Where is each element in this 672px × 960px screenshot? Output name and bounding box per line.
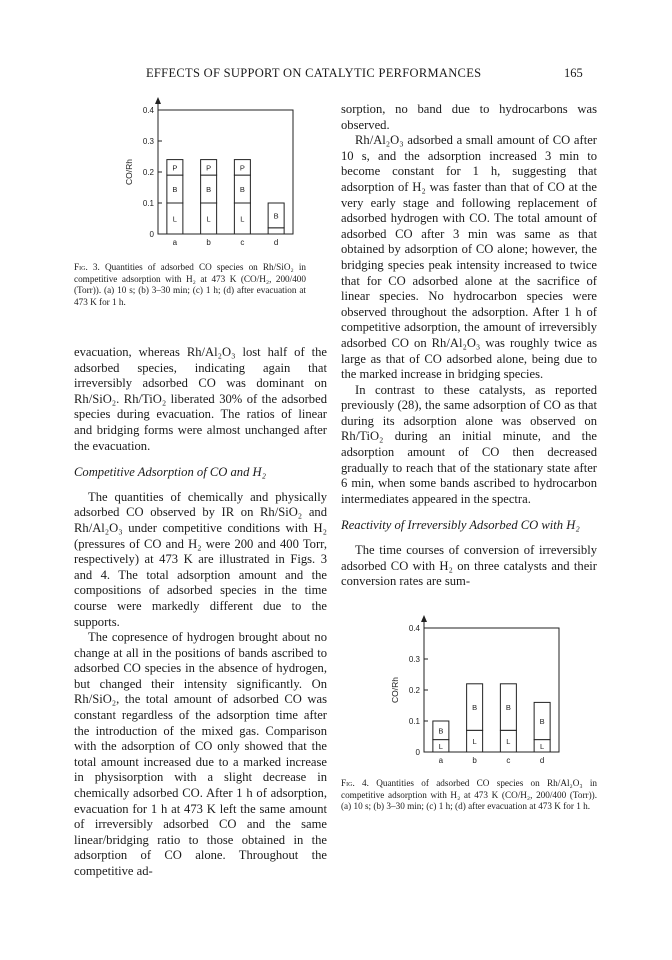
left-paragraph-2: The quantities of chemically and physically adsorbed CO observed by IR on Rh/SiO₂ and Rh/Al₂O₃ under competitive conditions with H₂ (pressures of CO and H₂ were 200 and 400 Torr, respectively) at 473 K are illustrated in Figs. 3 and 4. The total adsorption amount and the compositions of adsorbed species in the time course were markedly different due to the supports.	[74, 489, 327, 629]
fig3-bar-label: L	[172, 214, 177, 224]
page-number: 165	[564, 66, 583, 80]
fig3-bar-label: B	[239, 185, 245, 195]
fig3-y-tick-label: 0.1	[142, 199, 154, 208]
running-title: EFFECTS OF SUPPORT ON CATALYTIC PERFORMANCES	[146, 66, 482, 80]
fig4-y-axis-arrow-head	[421, 615, 427, 622]
fig4-bar-label: L	[506, 737, 511, 747]
fig4-x-tick-label: d	[539, 756, 545, 765]
section-heading-competitive-adsorption: Competitive Adsorption of CO and H₂	[74, 465, 266, 480]
figure-4	[376, 610, 576, 770]
fig3-y-tick-label: 0.4	[142, 106, 154, 115]
fig3-bar-label: P	[239, 163, 245, 173]
fig4-bar-label: B	[472, 703, 478, 713]
left-paragraph-3: The copresence of hydrogen brought about no change at all in the positions of bands ascribed to adsorbed CO species in the absence of hydrogen, but changed their intensity significantly. On Rh/SiO₂, the total amount of adsorbed CO was constant regardless of the adsorption time after the introduction of the mixed gas. Comparison with the adsorption of CO only showed that the total amount increased due to a marked increase in physisorption with a slight decrease in chemically adsorbed CO. After 1 h of adsorption, evacuation for 1 h at 473 K left the same amount of irreversibly adsorbed CO and the same linear/bridging ratio to those obtained in the adsorption of CO alone. Throughout the competitive ad-	[74, 630, 327, 878]
figure-4-chart	[376, 610, 576, 770]
figure-4-caption-label: Fig. 4.	[341, 778, 369, 788]
figure-3-caption	[74, 262, 306, 308]
fig3-y-tick-label: 0.2	[142, 168, 154, 177]
figure-3-caption-text: Quantities of adsorbed CO species on Rh/SiO₂ in competitive adsorption with H₂ at 473 K (CO/H₂, 200/400 (Torr)). (a) 10 s; (b) 3–30 min; (c) 1 h; (d) after evacuation at 473 K for 1 h.	[74, 262, 306, 307]
fig4-bar-label: B	[539, 717, 545, 726]
fig3-bar-label: B	[172, 185, 178, 195]
fig3-x-tick-label: b	[206, 238, 211, 247]
fig4-y-tick-label: 0	[415, 748, 420, 757]
fig3-x-tick-label: d	[273, 238, 279, 247]
fig4-y-tick-label: 0.2	[408, 686, 420, 695]
fig4-x-tick-label: a	[438, 756, 444, 765]
figure-4-caption-text: Quantities of adsorbed CO species on Rh/Al₂O₃ in competitive adsorption with H₂ at 473 K (CO/H₂, 200/400 (Torr)). (a) 10 s; (b) 3–30 min; (c) 1 h; (d) after evacuation at 473 K for 1 h.	[341, 778, 597, 812]
fig3-bar-label: B	[206, 185, 212, 195]
section-heading-reactivity: Reactivity of Irreversibly Adsorbed CO with H₂	[341, 518, 580, 533]
fig3-x-tick-label: a	[172, 238, 178, 247]
fig4-bar-label: L	[438, 741, 443, 751]
fig4-bar-label: B	[505, 703, 511, 713]
fig3-y-tick-label: 0	[149, 230, 154, 239]
figure-4-caption	[341, 778, 597, 813]
fig3-y-axis-label: CO/Rh	[124, 159, 134, 185]
fig4-y-tick-label: 0.3	[408, 655, 420, 664]
right-paragraph-1: sorption, no band due to hydrocarbons was observed.	[341, 102, 597, 132]
fig3-y-tick-label: 0.3	[142, 137, 154, 146]
fig4-y-tick-label: 0.4	[408, 624, 420, 633]
left-paragraph-1: evacuation, whereas Rh/Al₂O₃ lost half of the adsorbed species, indicating again that irreversibly adsorbed CO was dominant on Rh/SiO₂. Rh/TiO₂ liberated 30% of the adsorbed species during evacuation. The ratios of linear and bridging forms were almost unchanged after the evacuation.	[74, 345, 327, 453]
fig3-x-tick-label: c	[240, 238, 245, 247]
fig3-bar-label: L	[240, 214, 245, 224]
figure-3-caption-label: Fig. 3.	[74, 262, 100, 272]
left-column	[74, 345, 327, 880]
figure-3	[110, 92, 310, 252]
right-paragraph-3: In contrast to these catalysts, as reported previously (28), the same adsorption of CO as that during its adsorption alone was observed on Rh/TiO₂ during an initial minute, and the adsorption amount of CO then decreased gradually to reach that of the stationary state after 6 min, when some bands ascribed to hydrocarbon intermediates appeared in the spectra.	[341, 382, 597, 506]
right-paragraph-2: Rh/Al₂O₃ adsorbed a small amount of CO after 10 s, and the adsorption increased 3 min to become constant for 1 h, suggesting that adsorption of H₂ was faster than that of CO at the very early stage and following replacement of adsorbed hydrogen with CO. The total amount of adsorbed CO after 3 min was same as that obtained by adsorption of CO alone; however, the bridging species peak intensity increased to twice that for CO adsorbed alone at the sacrifice of linear species. No hydrocarbon species were observed throughout the adsorption. After 1 h of competitive adsorption, the amount of irreversibly adsorbed CO on Rh/Al₂O₃ was roughly twice as large as that of CO adsorbed alone, being due to the marked increase in bridging species.	[341, 133, 597, 382]
fig3-bar-label: L	[206, 214, 211, 224]
fig4-bar-label: L	[472, 737, 477, 747]
right-column	[341, 102, 597, 590]
fig4-bar-label: B	[438, 726, 444, 736]
fig3-bar-label: P	[206, 163, 212, 173]
fig4-y-tick-label: 0.1	[408, 717, 420, 726]
fig3-bar-l-d	[268, 228, 284, 234]
fig4-bar-label: L	[540, 741, 545, 751]
fig3-y-axis-arrow-head	[155, 97, 161, 104]
fig3-bar-label: B	[273, 211, 279, 221]
running-header	[0, 66, 672, 86]
fig4-y-axis-label: CO/Rh	[390, 677, 400, 703]
fig4-x-tick-label: c	[506, 756, 511, 765]
right-paragraph-4: The time courses of conversion of irreversibly adsorbed CO with H₂ on three catalysts and their conversion rates are sum-	[341, 543, 597, 589]
fig3-bar-label: P	[172, 163, 178, 173]
figure-3-chart	[110, 92, 310, 252]
fig4-x-tick-label: b	[472, 756, 477, 765]
